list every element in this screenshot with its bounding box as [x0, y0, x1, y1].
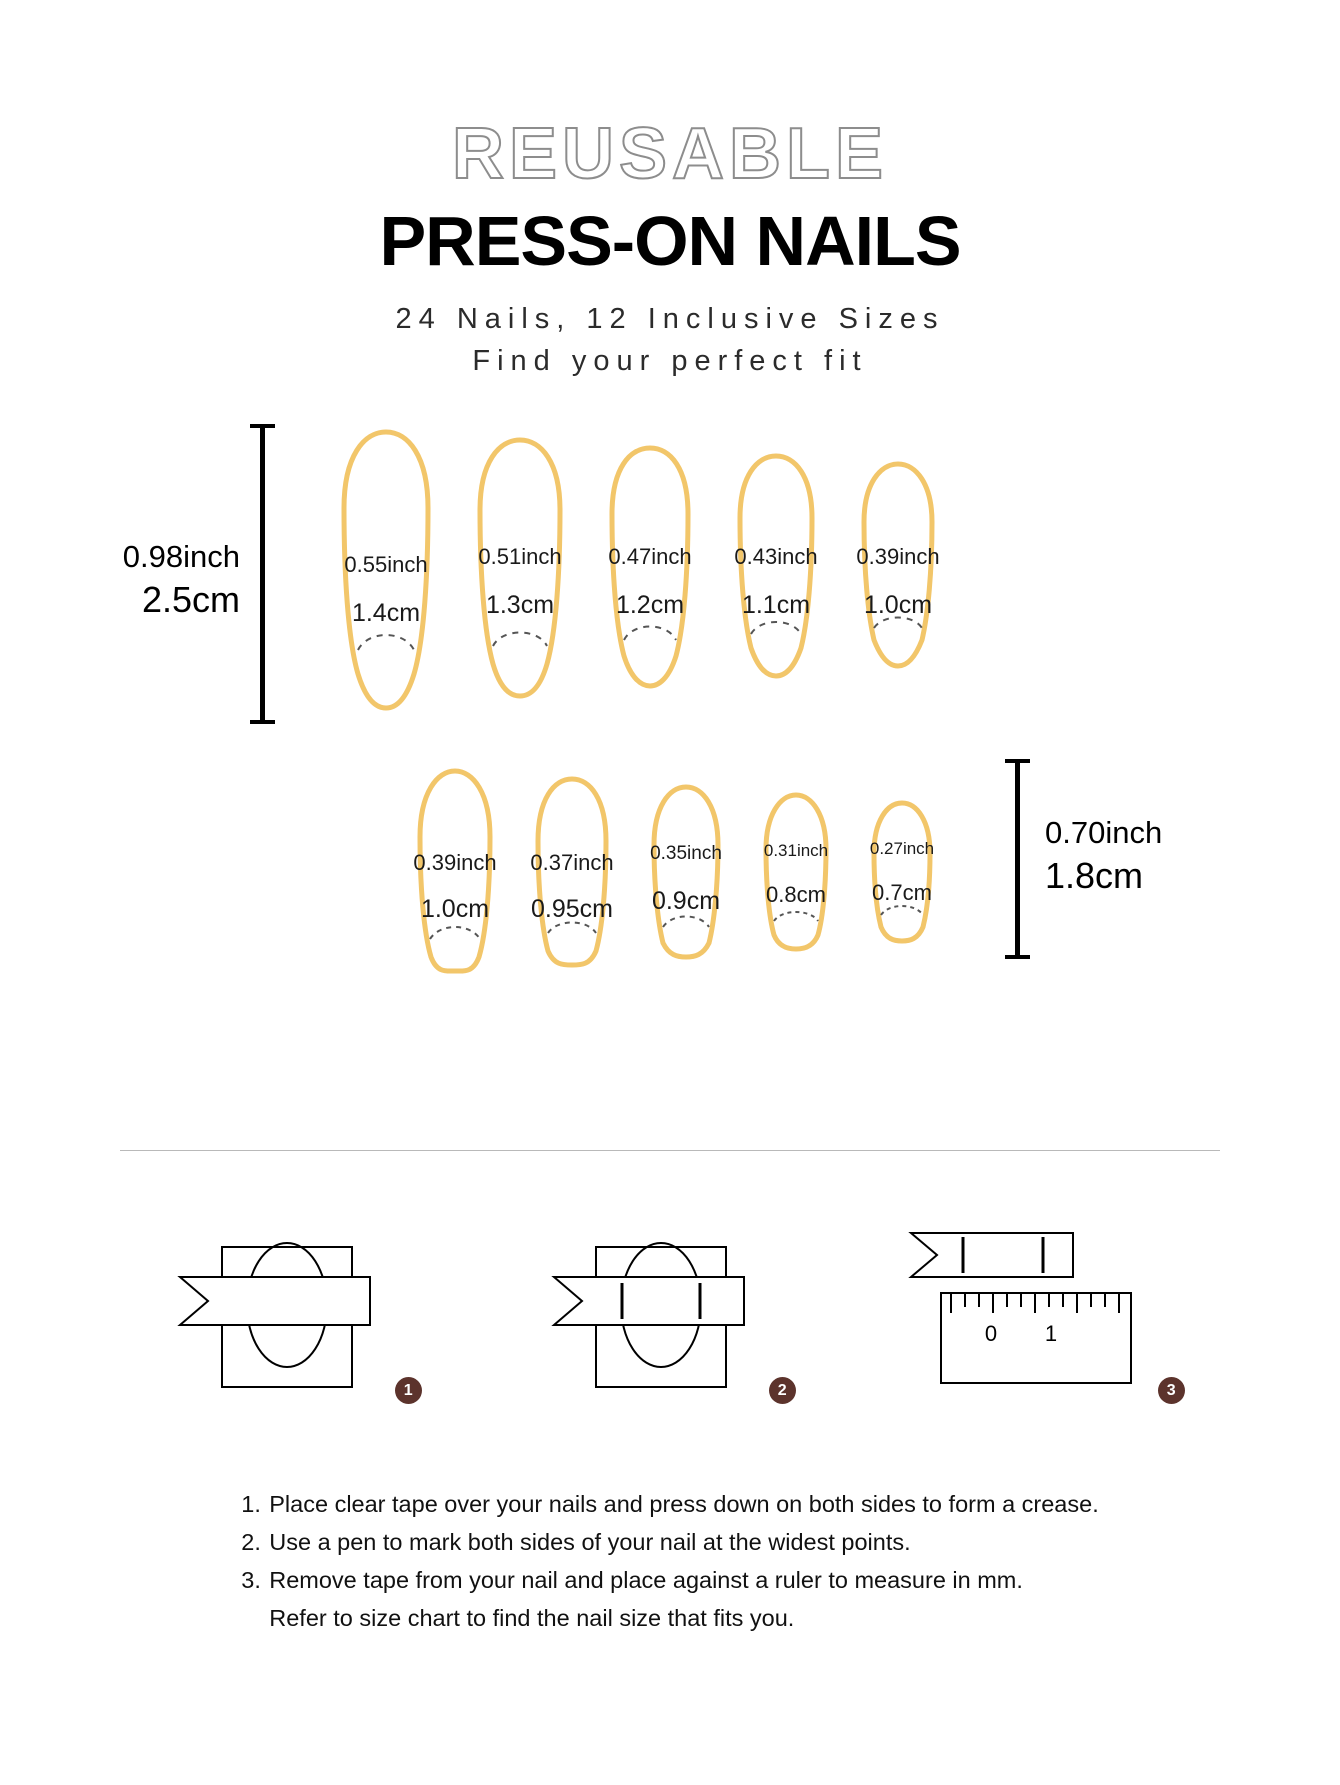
- instruction-number-1: 1.: [241, 1491, 261, 1517]
- instruction-item-3: [241, 1561, 1098, 1637]
- nail-label-inch-5: 0.39inch: [856, 544, 940, 570]
- section-divider: [120, 1150, 1220, 1151]
- instruction-text-1: Place clear tape over your nails and press down on both sides to form a crease.: [269, 1491, 1099, 1517]
- instruction-text-3-continued: Refer to size chart to find the nail size that fits you.: [269, 1605, 795, 1632]
- nail-label-cm-9: 0.8cm: [766, 882, 826, 908]
- nail-label-inch-1: 0.55inch: [344, 552, 428, 578]
- nail-row-bottom: [400, 759, 958, 981]
- nail-size-chart: [0, 424, 1340, 1024]
- left-measure-inch: 0.98inch: [122, 539, 240, 575]
- ruler-tick-1: 1: [1045, 1321, 1058, 1346]
- nail-label-cm-6: 1.0cm: [420, 895, 490, 924]
- right-measure-cm: 1.8cm: [1045, 855, 1144, 897]
- left-measure-cm: 2.5cm: [141, 579, 240, 621]
- bracket-bar-right: [1015, 759, 1020, 959]
- bracket-cap-bottom-right: [1005, 955, 1030, 959]
- instruction-number-3: 3.: [241, 1567, 261, 1594]
- pen-marks-icon: [544, 1215, 764, 1395]
- instruction-text-2: Use a pen to mark both sides of your nail at the widest points.: [269, 1529, 911, 1556]
- instruction-item-1: [241, 1485, 1098, 1523]
- left-measure-label: [80, 538, 240, 622]
- ruler-icon: [903, 1215, 1153, 1395]
- outline-title: REUSABLE: [451, 114, 889, 194]
- nail-label-inch-4: 0.43inch: [734, 544, 818, 570]
- nail-label-cm-2: 1.3cm: [485, 591, 555, 620]
- steps-diagrams: [0, 1215, 1340, 1404]
- step-3: [894, 1215, 1194, 1404]
- subtitle-line-1: 24 Nails, 12 Inclusive Sizes: [395, 303, 945, 336]
- instruction-number-2: 2.: [241, 1529, 261, 1556]
- nail-shape-8: [634, 759, 738, 963]
- nail-label-cm-5: 1.0cm: [863, 591, 933, 620]
- nail-shape-1: [322, 424, 450, 714]
- nail-label-inch-10: 0.27inch: [869, 839, 935, 859]
- nail-shape-9: [746, 759, 846, 955]
- step-badge-1: 1: [395, 1377, 422, 1404]
- nail-shape-6: [400, 759, 510, 981]
- nail-label-inch-2: 0.51inch: [478, 544, 562, 570]
- header: [0, 0, 1340, 382]
- instruction-item-2: [241, 1523, 1098, 1561]
- nail-label-inch-8: 0.35inch: [650, 843, 722, 865]
- nail-label-cm-1: 1.4cm: [351, 599, 421, 628]
- right-height-bracket: [1005, 759, 1030, 959]
- nail-row-top: [322, 424, 962, 714]
- nail-label-cm-7: 0.95cm: [531, 895, 613, 924]
- nail-shape-3: [590, 424, 710, 696]
- step-2: [520, 1215, 820, 1404]
- nail-label-inch-6: 0.39inch: [413, 850, 497, 876]
- instruction-text-3: Remove tape from your nail and place against a ruler to measure in mm.: [269, 1567, 1023, 1594]
- bracket-cap-bottom: [250, 720, 275, 724]
- nail-label-inch-9: 0.31inch: [763, 841, 829, 861]
- step-badge-3: 3: [1158, 1377, 1185, 1404]
- page-title: PRESS-ON NAILS: [379, 202, 961, 280]
- subtitle: [0, 298, 1340, 382]
- nail-label-inch-3: 0.47inch: [608, 544, 692, 570]
- nail-shape-2: [458, 424, 582, 704]
- subtitle-line-2: Find your perfect fit: [472, 345, 868, 378]
- right-measure-inch: 0.70inch: [1045, 815, 1163, 851]
- right-measure-label: [1045, 814, 1245, 898]
- ruler-tick-0: 0: [985, 1321, 998, 1346]
- step-badge-2: 2: [769, 1377, 796, 1404]
- tape-over-nail-icon: [170, 1215, 390, 1395]
- left-height-bracket: [250, 424, 275, 724]
- bracket-bar: [260, 424, 265, 724]
- nail-shape-4: [718, 424, 834, 688]
- nail-label-cm-10: 0.7cm: [872, 880, 932, 906]
- nail-label-cm-3: 1.2cm: [615, 591, 685, 620]
- instructions-list: [0, 1485, 1340, 1637]
- step-1: [146, 1215, 446, 1404]
- nail-shape-5: [842, 424, 954, 680]
- nail-label-cm-8: 0.9cm: [651, 887, 721, 916]
- nail-label-cm-4: 1.1cm: [741, 591, 811, 620]
- nail-shape-7: [518, 759, 626, 973]
- nail-label-inch-7: 0.37inch: [530, 850, 614, 876]
- nail-shape-10: [854, 759, 950, 947]
